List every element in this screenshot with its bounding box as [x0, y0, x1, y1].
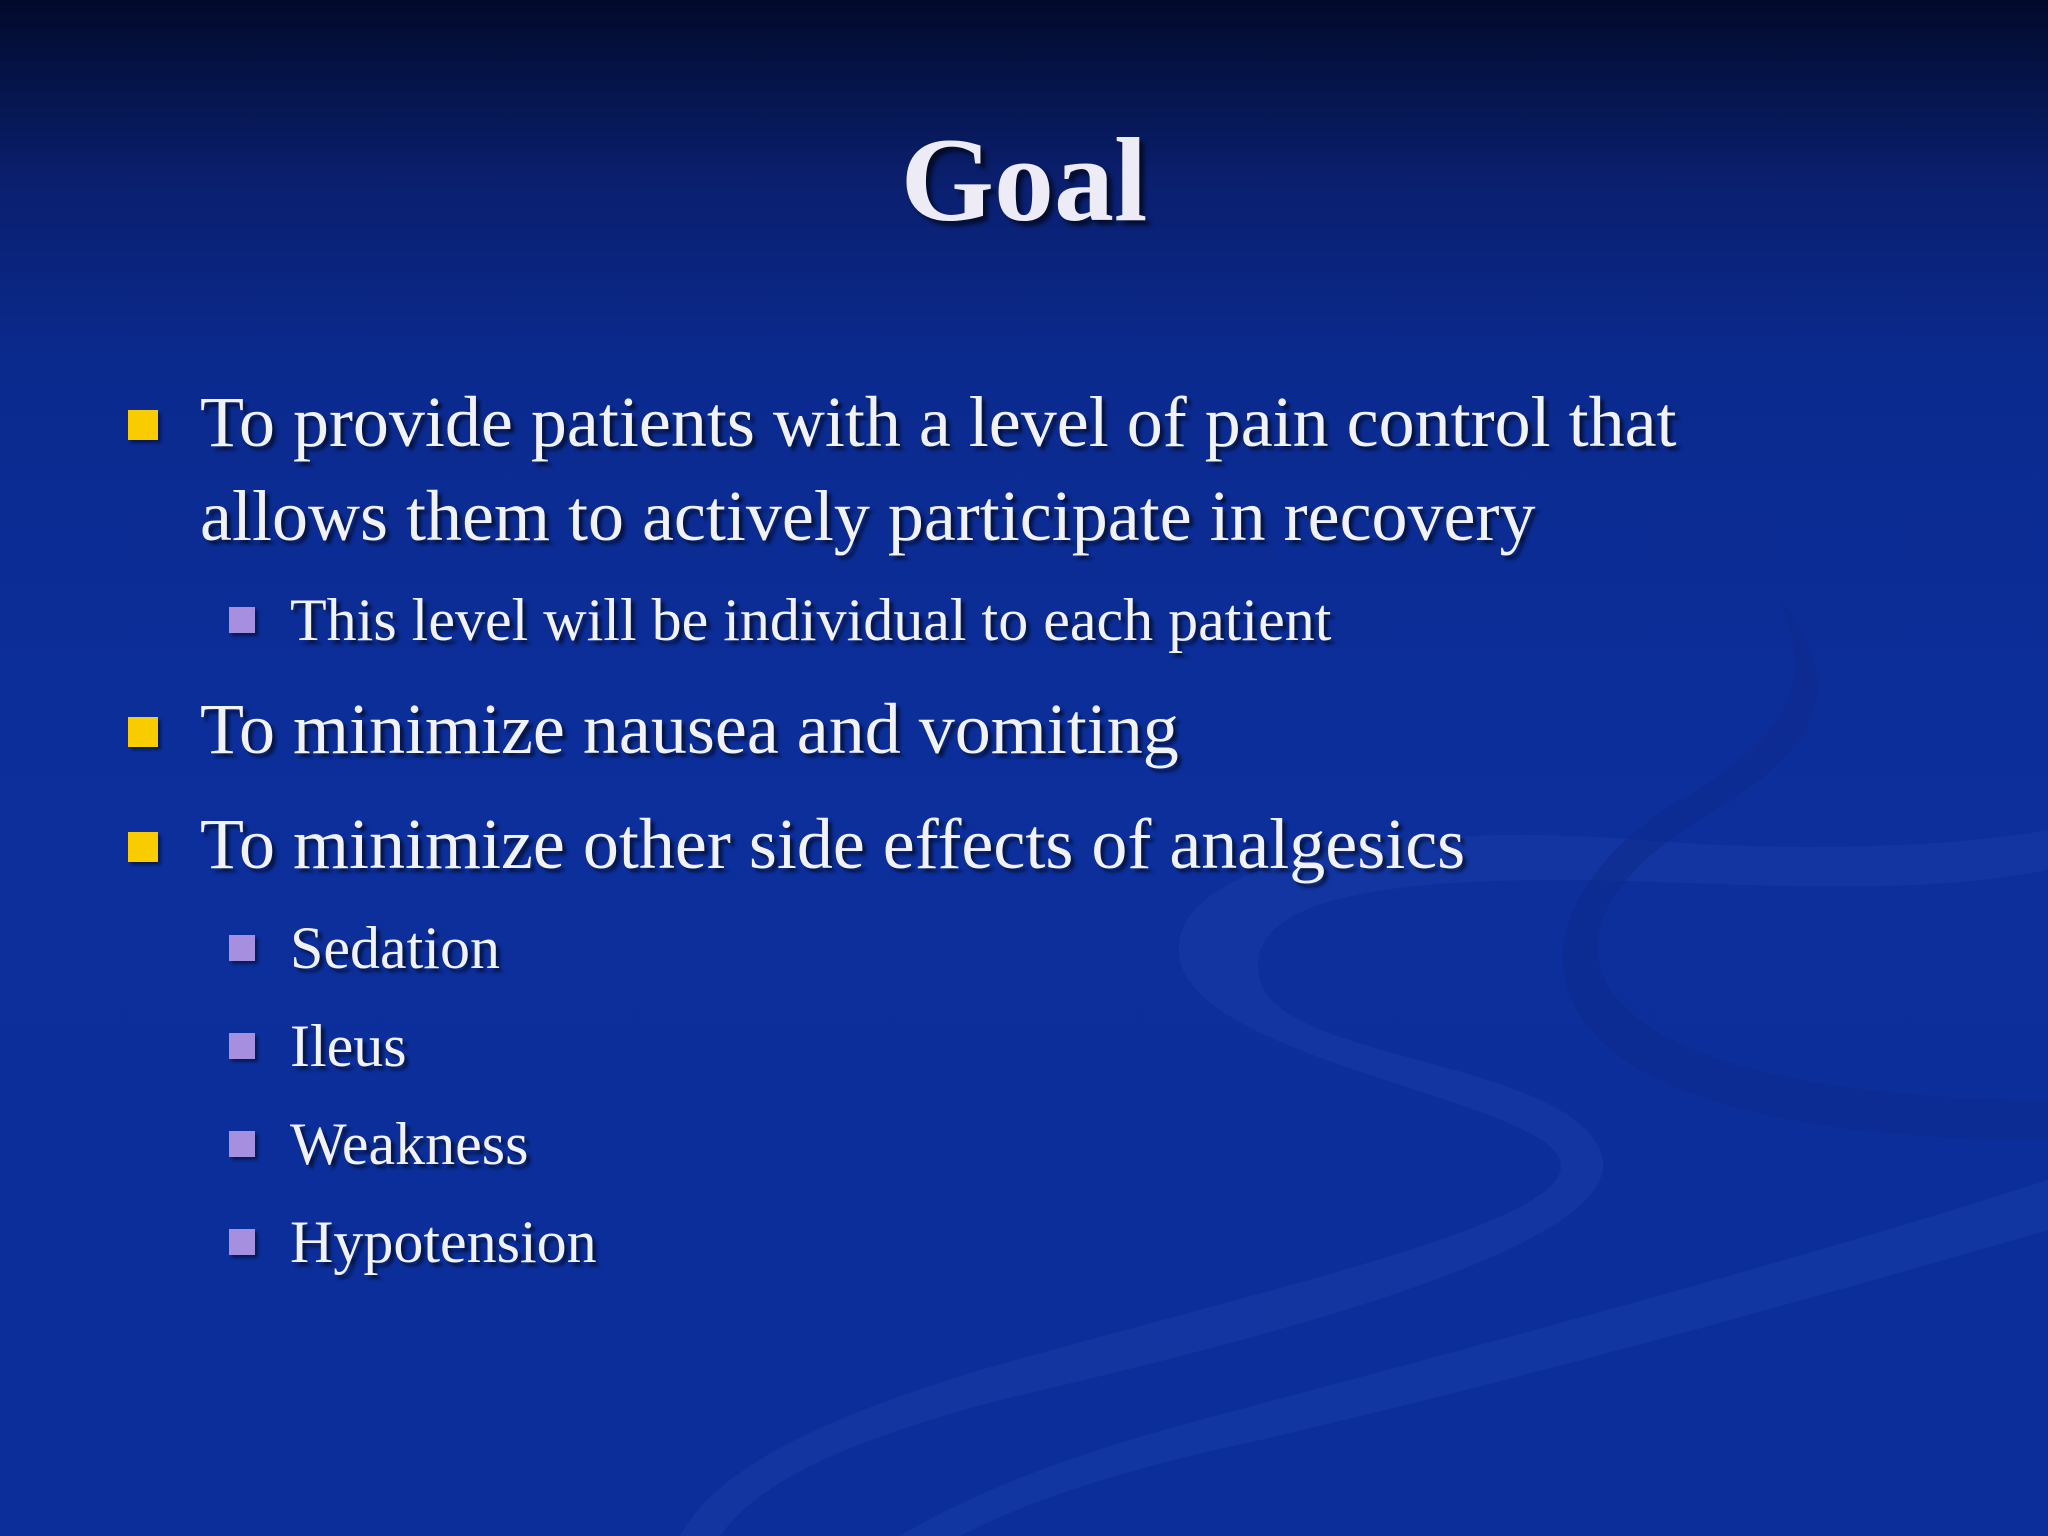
sub-bullet-text: Weakness — [290, 1111, 529, 1177]
bullet-text-line: allows them to actively participate in recovery — [200, 476, 1536, 556]
bullet-marker — [128, 410, 158, 440]
sub-bullet-marker — [229, 935, 255, 961]
sub-bullet-marker — [229, 607, 255, 633]
sub-bullet-marker — [229, 1131, 255, 1157]
bullet-text-line: To minimize nausea and vomiting — [200, 689, 1179, 769]
bullet-text-line: To provide patients with a level of pain control that — [200, 382, 1677, 462]
bullet-marker — [128, 832, 158, 862]
bullet-marker — [128, 717, 158, 747]
sub-bullet-marker — [229, 1229, 255, 1255]
slide-title: Goal — [900, 113, 1148, 246]
sub-bullet-marker — [229, 1033, 255, 1059]
bullet-text-line: To minimize other side effects of analgesics — [200, 804, 1466, 884]
sub-bullet-text: Sedation — [290, 915, 500, 981]
sub-bullet-text: Ileus — [290, 1013, 407, 1079]
sub-bullet-text: Hypotension — [290, 1209, 597, 1275]
sub-bullet-text: This level will be individual to each patient — [290, 587, 1332, 653]
